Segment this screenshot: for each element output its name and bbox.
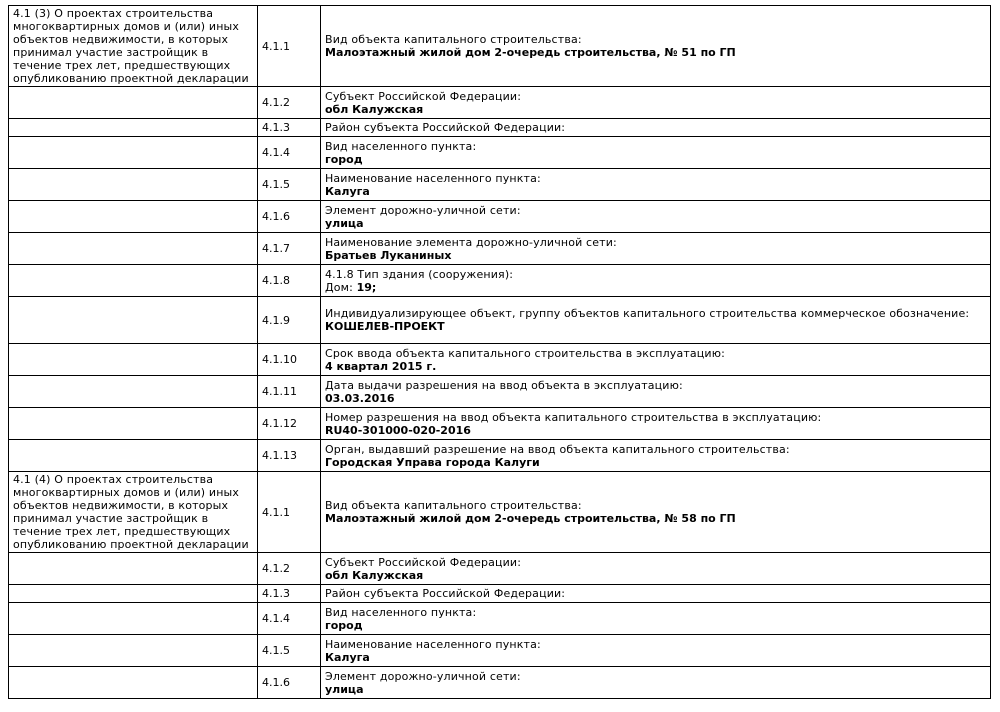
field-label: Субъект Российской Федерации:	[325, 555, 522, 569]
section-header-cell	[9, 6, 258, 87]
table-section	[9, 6, 991, 472]
field-label: Орган, выдавший разрешение на ввод объекта капитального строительства:	[325, 442, 790, 456]
row-code: 4.1.3	[258, 585, 321, 603]
left-spacer-cell	[9, 553, 258, 585]
field-label: Наименование элемента дорожно-уличной сети:	[325, 235, 617, 249]
field-value-bold: 19;	[356, 280, 377, 294]
table-row	[9, 635, 991, 667]
row-code: 4.1.5	[258, 635, 321, 667]
field-value: улица	[325, 682, 364, 696]
field-value: RU40-301000-020-2016	[325, 423, 471, 437]
row-code: 4.1.4	[258, 137, 321, 169]
table-section	[9, 472, 991, 699]
field-value: Городская Управа города Калуги	[325, 455, 540, 469]
row-content	[321, 233, 991, 265]
field-value: улица	[325, 216, 364, 230]
row-content	[321, 376, 991, 408]
row-content	[321, 344, 991, 376]
field-value: обл Калужская	[325, 568, 424, 582]
row-code: 4.1.3	[258, 119, 321, 137]
row-code: 4.1.6	[258, 667, 321, 699]
table-row	[9, 169, 991, 201]
project-declaration-table	[8, 5, 991, 699]
field-value: город	[325, 152, 363, 166]
field-value: обл Калужская	[325, 102, 424, 116]
row-code: 4.1.1	[258, 472, 321, 553]
row-code: 4.1.12	[258, 408, 321, 440]
field-value-prefix: Дом:	[325, 280, 357, 294]
field-label: Вид населенного пункта:	[325, 605, 477, 619]
field-label: Район субъекта Российской Федерации:	[325, 121, 566, 134]
field-value: 4 квартал 2015 г.	[325, 359, 437, 373]
table-row	[9, 603, 991, 635]
row-code: 4.1.5	[258, 169, 321, 201]
row-content	[321, 265, 991, 297]
row-code: 4.1.9	[258, 297, 321, 344]
field-value: Малоэтажный жилой дом 2-очередь строительства, № 51 по ГП	[325, 46, 736, 59]
field-label: Район субъекта Российской Федерации:	[325, 587, 566, 600]
row-code: 4.1.13	[258, 440, 321, 472]
row-content	[321, 201, 991, 233]
row-code: 4.1.2	[258, 553, 321, 585]
field-label: Срок ввода объекта капитального строительства в эксплуатацию:	[325, 346, 725, 360]
field-value	[325, 281, 986, 294]
field-value: город	[325, 618, 363, 632]
table-row	[9, 137, 991, 169]
left-spacer-cell	[9, 603, 258, 635]
row-content	[321, 169, 991, 201]
row-content	[321, 137, 991, 169]
table-row	[9, 585, 991, 603]
row-content	[321, 6, 991, 87]
table-row	[9, 376, 991, 408]
row-code: 4.1.1	[258, 6, 321, 87]
row-code: 4.1.8	[258, 265, 321, 297]
field-label: Дата выдачи разрешения на ввод объекта в эксплуатацию:	[325, 378, 683, 392]
section-header-text: 4.1 (4) О проектах строительства многоквартирных домов и (или) иных объектов недвижимости, в которых принимал участие застройщик в течение трех лет, предшествующих опубликованию проектной декларации	[13, 473, 249, 551]
left-spacer-cell	[9, 344, 258, 376]
field-label: Элемент дорожно-уличной сети:	[325, 203, 521, 217]
table-row	[9, 408, 991, 440]
left-spacer-cell	[9, 297, 258, 344]
field-value: Калуга	[325, 650, 370, 664]
table-row	[9, 233, 991, 265]
row-code: 4.1.7	[258, 233, 321, 265]
left-spacer-cell	[9, 635, 258, 667]
row-code: 4.1.4	[258, 603, 321, 635]
table-row	[9, 440, 991, 472]
row-content	[321, 440, 991, 472]
row-content	[321, 119, 991, 137]
row-code: 4.1.10	[258, 344, 321, 376]
row-content	[321, 603, 991, 635]
table-row	[9, 667, 991, 699]
table-row	[9, 87, 991, 119]
table-row	[9, 297, 991, 344]
field-value: 03.03.2016	[325, 391, 395, 405]
left-spacer-cell	[9, 233, 258, 265]
table-row	[9, 344, 991, 376]
left-spacer-cell	[9, 408, 258, 440]
field-label: Вид населенного пункта:	[325, 139, 477, 153]
field-label: Элемент дорожно-уличной сети:	[325, 669, 521, 683]
table-row	[9, 553, 991, 585]
left-spacer-cell	[9, 169, 258, 201]
field-label: Вид объекта капитального строительства:	[325, 33, 582, 46]
row-content	[321, 553, 991, 585]
field-label: Субъект Российской Федерации:	[325, 89, 522, 103]
left-spacer-cell	[9, 265, 258, 297]
field-value: Малоэтажный жилой дом 2-очередь строительства, № 58 по ГП	[325, 512, 736, 525]
field-label: Номер разрешения на ввод объекта капитального строительства в эксплуатацию:	[325, 410, 822, 424]
row-code: 4.1.2	[258, 87, 321, 119]
left-spacer-cell	[9, 87, 258, 119]
table-row	[9, 6, 991, 87]
row-content	[321, 297, 991, 344]
row-content	[321, 585, 991, 603]
field-label: Индивидуализирующее объект, группу объектов капитального строительства коммерческое обозначение:	[325, 307, 970, 320]
field-value: Калуга	[325, 184, 370, 198]
row-content	[321, 408, 991, 440]
left-spacer-cell	[9, 137, 258, 169]
row-content	[321, 87, 991, 119]
field-label: Вид объекта капитального строительства:	[325, 499, 582, 512]
table-row	[9, 472, 991, 553]
field-value: Братьев Луканиных	[325, 248, 452, 262]
field-label: 4.1.8 Тип здания (сооружения):	[325, 267, 514, 281]
table-row	[9, 265, 991, 297]
field-label: Наименование населенного пункта:	[325, 171, 541, 185]
field-label: Наименование населенного пункта:	[325, 637, 541, 651]
left-spacer-cell	[9, 667, 258, 699]
field-value: КОШЕЛЕВ-ПРОЕКТ	[325, 320, 445, 333]
left-spacer-cell	[9, 585, 258, 603]
row-code: 4.1.11	[258, 376, 321, 408]
row-content	[321, 635, 991, 667]
table-row	[9, 119, 991, 137]
left-spacer-cell	[9, 119, 258, 137]
table-row	[9, 201, 991, 233]
left-spacer-cell	[9, 376, 258, 408]
row-content	[321, 472, 991, 553]
left-spacer-cell	[9, 440, 258, 472]
row-code: 4.1.6	[258, 201, 321, 233]
left-spacer-cell	[9, 201, 258, 233]
section-header-cell	[9, 472, 258, 553]
section-header-text: 4.1 (3) О проектах строительства многоквартирных домов и (или) иных объектов недвижимости, в которых принимал участие застройщик в течение трех лет, предшествующих опубликованию проектной декларации	[13, 7, 249, 85]
row-content	[321, 667, 991, 699]
